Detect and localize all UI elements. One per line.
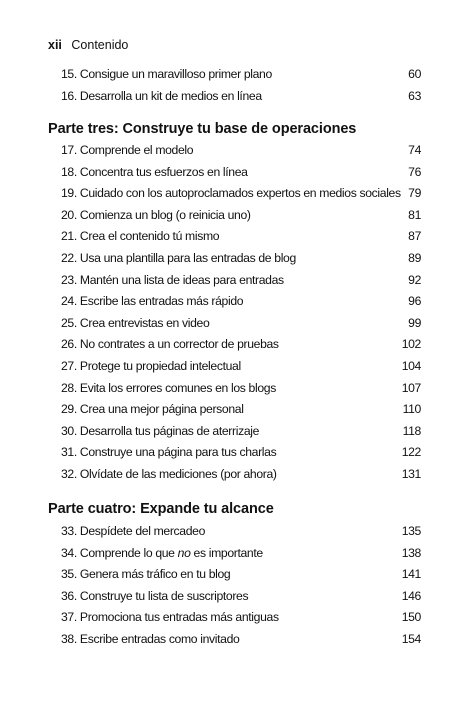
toc-entry bbox=[61, 402, 421, 416]
entry-page-number: 110 bbox=[402, 402, 421, 417]
entry-title: 28. Evita los errores comunes en los blogs bbox=[61, 380, 276, 395]
entry-title: 29. Crea una mejor página personal bbox=[61, 402, 244, 417]
entry-title: 21. Crea el contenido tú mismo bbox=[61, 229, 220, 244]
toc-entry bbox=[61, 546, 421, 560]
toc-entry bbox=[61, 186, 421, 200]
entry-title: 36. Construye tu lista de suscriptores bbox=[61, 588, 249, 603]
entry-title: 24. Escribe las entradas más rápido bbox=[61, 294, 244, 309]
entry-title: 15. Consigue un maravilloso primer plano bbox=[61, 67, 272, 81]
entry-page-number: 60 bbox=[408, 67, 421, 81]
entry-title: 20. Comienza un blog (o reinicia uno) bbox=[61, 207, 251, 222]
entry-title: 27. Protege tu propiedad intelectual bbox=[61, 359, 241, 373]
toc-entry bbox=[61, 251, 421, 265]
entry-page-number: 96 bbox=[408, 294, 421, 309]
entry-page-number: 154 bbox=[401, 632, 421, 646]
entry-title: 35. Genera más tráfico en tu blog bbox=[61, 567, 231, 582]
toc-entry bbox=[61, 567, 421, 581]
toc-entry bbox=[61, 143, 421, 157]
entry-page-number: 141 bbox=[401, 567, 421, 582]
section-heading: Parte tres: Construye tu base de operaciones bbox=[48, 121, 357, 137]
running-header bbox=[48, 38, 128, 52]
entry-title: 22. Usa una plantilla para las entradas de blog bbox=[61, 251, 296, 265]
running-title: Contenido bbox=[71, 38, 129, 52]
toc-entry bbox=[61, 445, 421, 459]
entry-title: 26. No contrates a un corrector de pruebas bbox=[61, 337, 279, 352]
entry-title: 32. Olvídate de las mediciones (por ahora) bbox=[61, 467, 277, 481]
entry-page-number: 99 bbox=[408, 315, 421, 330]
toc-entry bbox=[61, 67, 421, 81]
toc-entry bbox=[61, 229, 421, 243]
toc-entry bbox=[61, 524, 421, 538]
entry-title: 33. Despídete del mercadeo bbox=[61, 524, 206, 538]
toc-entry bbox=[61, 208, 421, 222]
toc-entry bbox=[61, 632, 421, 646]
entry-title: 25. Crea entrevistas en video bbox=[61, 315, 210, 330]
entry-title: 17. Comprende el modelo bbox=[61, 143, 194, 157]
toc-entry bbox=[61, 273, 421, 287]
toc-entry bbox=[61, 610, 421, 624]
entry-page-number: 131 bbox=[401, 467, 421, 481]
page-folio: xii bbox=[48, 38, 62, 52]
entry-page-number: 74 bbox=[408, 143, 421, 157]
entry-title: 16. Desarrolla un kit de medios en línea bbox=[61, 88, 262, 103]
entry-title: 31. Construye una página para tus charlas bbox=[61, 445, 277, 460]
entry-page-number: 107 bbox=[401, 380, 421, 395]
entry-page-number: 135 bbox=[401, 524, 421, 538]
toc-entry bbox=[61, 424, 421, 438]
entry-title: 23. Mantén una lista de ideas para entradas bbox=[61, 272, 284, 287]
entry-page-number: 138 bbox=[401, 545, 421, 560]
toc-entry bbox=[61, 589, 421, 603]
entry-page-number: 118 bbox=[402, 423, 421, 438]
entry-page-number: 89 bbox=[408, 251, 421, 265]
entry-title: 34. Comprende lo que no es importante bbox=[61, 545, 263, 560]
entry-title: 18. Concentra tus esfuerzos en línea bbox=[61, 164, 248, 179]
entry-page-number: 79 bbox=[408, 186, 421, 201]
toc-entry bbox=[61, 294, 421, 308]
entry-page-number: 76 bbox=[408, 164, 421, 179]
toc-entry bbox=[61, 381, 421, 395]
entry-title: 38. Escribe entradas como invitado bbox=[61, 632, 240, 646]
entry-page-number: 63 bbox=[408, 88, 421, 103]
entry-page-number: 92 bbox=[408, 272, 421, 287]
toc-entry bbox=[61, 165, 421, 179]
entry-page-number: 104 bbox=[401, 359, 421, 373]
toc-entry bbox=[61, 359, 421, 373]
toc-entry bbox=[61, 467, 421, 481]
entry-page-number: 81 bbox=[408, 207, 421, 222]
entry-title: 30. Desarrolla tus páginas de aterrizaje bbox=[61, 423, 260, 438]
entry-title: 37. Promociona tus entradas más antiguas bbox=[61, 610, 279, 625]
entry-page-number: 146 bbox=[401, 588, 421, 603]
entry-page-number: 122 bbox=[401, 445, 421, 460]
toc-entry bbox=[61, 89, 421, 103]
entry-page-number: 87 bbox=[408, 229, 421, 244]
section-heading: Parte cuatro: Expande tu alcance bbox=[48, 501, 274, 517]
entry-page-number: 150 bbox=[401, 610, 421, 625]
toc-entry bbox=[61, 316, 421, 330]
entry-title: 19. Cuidado con los autoproclamados expertos en medios sociales bbox=[61, 186, 401, 201]
entry-page-number: 102 bbox=[401, 337, 421, 352]
toc-entry bbox=[61, 337, 421, 351]
